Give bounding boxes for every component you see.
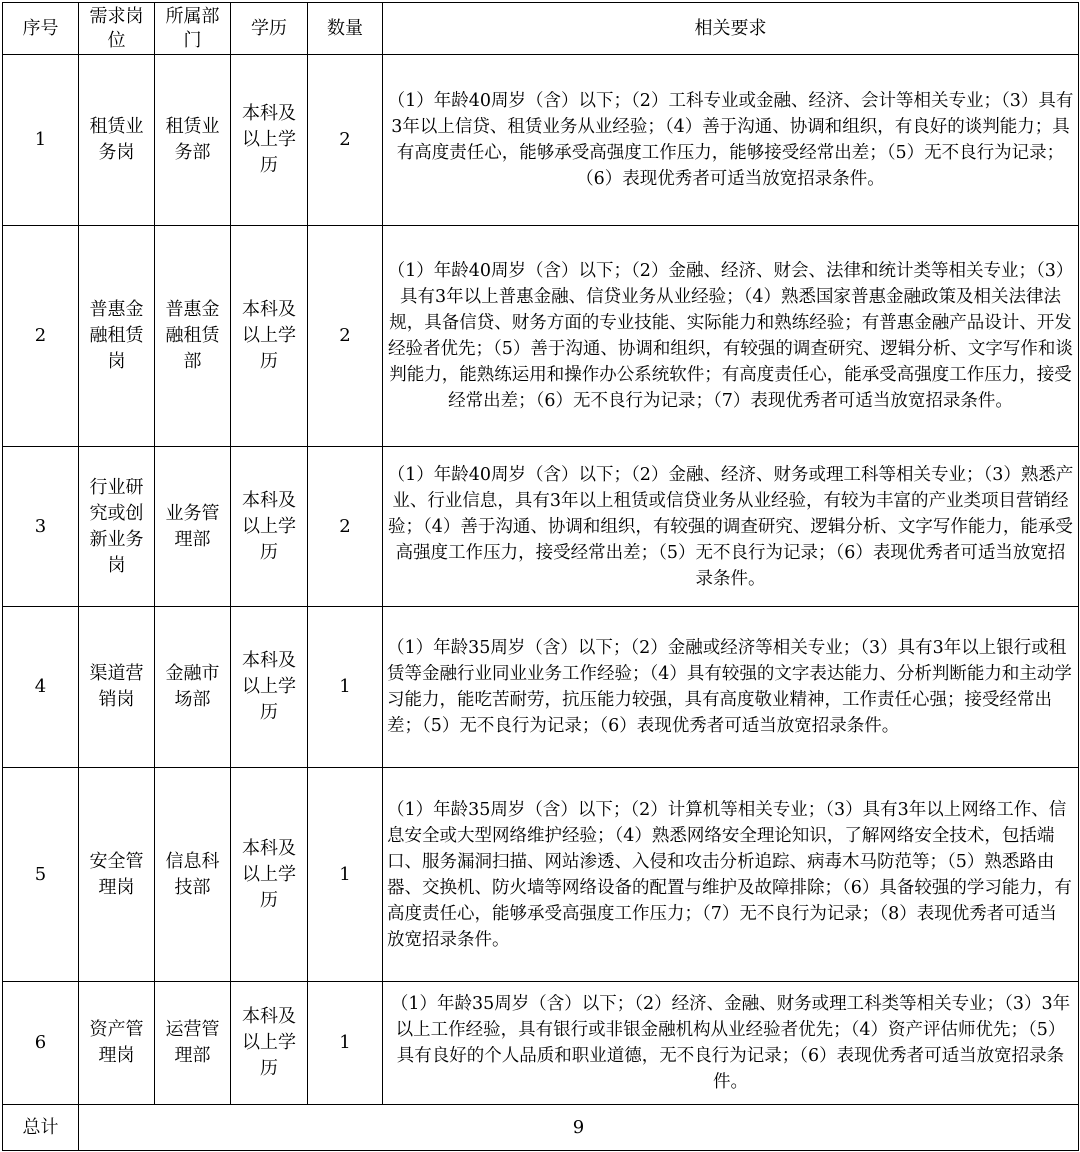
- cell-requirements: （1）年龄40周岁（含）以下；（2）工科专业或金融、经济、会计等相关专业；（3）具有3年以上信贷、租赁业务从业经验；（4）善于沟通、协调和组织，有良好的谈判能力；具有高度责任心，能够承受高强度工作压力，能够接受经常出差；（5）无不良行为记录；（6）表现优秀者可适当放宽招录条件。: [383, 55, 1079, 226]
- header-count: 数量: [308, 3, 383, 55]
- cell-education: 本科及以上学历: [231, 447, 308, 607]
- cell-position: 租赁业务岗: [79, 55, 155, 226]
- header-requirements: 相关要求: [383, 3, 1079, 55]
- cell-education: 本科及以上学历: [231, 607, 308, 768]
- cell-position: 普惠金融租赁岗: [79, 226, 155, 447]
- cell-seq: 4: [3, 607, 79, 768]
- cell-count: 2: [308, 447, 383, 607]
- table-row: [3, 55, 1079, 226]
- cell-department: 金融市场部: [155, 607, 231, 768]
- table-row: [3, 447, 1079, 607]
- total-row: [3, 1105, 1079, 1151]
- header-education: 学历: [231, 3, 308, 55]
- cell-education: 本科及以上学历: [231, 982, 308, 1105]
- cell-department: 信息科技部: [155, 768, 231, 982]
- cell-requirements: （1）年龄35周岁（含）以下；（2）经济、金融、财务或理工科类等相关专业；（3）3年以上工作经验，具有银行或非银金融机构从业经验者优先；（4）资产评估师优先；（5）具有良好的个人品质和职业道德，无不良行为记录；（6）表现优秀者可适当放宽招录条件。: [383, 982, 1079, 1105]
- total-value: 9: [79, 1105, 1079, 1151]
- header-department: 所属部门: [155, 3, 231, 55]
- cell-count: 2: [308, 55, 383, 226]
- cell-count: 1: [308, 768, 383, 982]
- table-row: [3, 982, 1079, 1105]
- cell-education: 本科及以上学历: [231, 768, 308, 982]
- table-row: [3, 226, 1079, 447]
- cell-count: 1: [308, 607, 383, 768]
- header-row: [3, 3, 1079, 55]
- cell-position: 资产管理岗: [79, 982, 155, 1105]
- cell-department: 租赁业务部: [155, 55, 231, 226]
- cell-count: 2: [308, 226, 383, 447]
- cell-count: 1: [308, 982, 383, 1105]
- cell-requirements: （1）年龄40周岁（含）以下；（2）金融、经济、财会、法律和统计类等相关专业；（3）具有3年以上普惠金融、信贷业务从业经验；（4）熟悉国家普惠金融政策及相关法律法规，具备信贷、财务方面的专业技能、实际能力和熟练经验；有普惠金融产品设计、开发经验者优先；（5）善于沟通、协调和组织，有较强的调查研究、逻辑分析、文字写作和谈判能力，能熟练运用和操作办公系统软件；有高度责任心，能承受高强度工作压力，接受经常出差；（6）无不良行为记录；（7）表现优秀者可适当放宽招录条件。: [383, 226, 1079, 447]
- cell-seq: 2: [3, 226, 79, 447]
- cell-education: 本科及以上学历: [231, 55, 308, 226]
- header-seq: 序号: [3, 3, 79, 55]
- total-label: 总计: [3, 1105, 79, 1151]
- cell-seq: 6: [3, 982, 79, 1105]
- cell-seq: 5: [3, 768, 79, 982]
- cell-seq: 3: [3, 447, 79, 607]
- table-row: [3, 607, 1079, 768]
- cell-department: 业务管理部: [155, 447, 231, 607]
- cell-education: 本科及以上学历: [231, 226, 308, 447]
- cell-department: 普惠金融租赁部: [155, 226, 231, 447]
- header-position: 需求岗位: [79, 3, 155, 55]
- cell-department: 运营管理部: [155, 982, 231, 1105]
- cell-seq: 1: [3, 55, 79, 226]
- cell-requirements: （1）年龄35周岁（含）以下；（2）计算机等相关专业；（3）具有3年以上网络工作、信息安全或大型网络维护经验；（4）熟悉网络安全理论知识，了解网络安全技术，包括端口、服务漏洞扫描、网站渗透、入侵和攻击分析追踪、病毒木马防范等；（5）熟悉路由器、交换机、防火墙等网络设备的配置与维护及故障排除；（6）具备较强的学习能力，有高度责任心，能够承受高强度工作压力；（7）无不良行为记录；（8）表现优秀者可适当放宽招录条件。: [383, 768, 1079, 982]
- cell-position: 行业研究或创新业务岗: [79, 447, 155, 607]
- cell-position: 安全管理岗: [79, 768, 155, 982]
- recruitment-table: [2, 2, 1079, 1151]
- cell-requirements: （1）年龄35周岁（含）以下；（2）金融或经济等相关专业；（3）具有3年以上银行或租赁等金融行业同业业务工作经验；（4）具有较强的文字表达能力、分析判断能力和主动学习能力，能吃苦耐劳，抗压能力较强，具有高度敬业精神，工作责任心强；接受经常出差；（5）无不良行为记录；（6）表现优秀者可适当放宽招录条件。: [383, 607, 1079, 768]
- cell-requirements: （1）年龄40周岁（含）以下；（2）金融、经济、财务或理工科等相关专业；（3）熟悉产业、行业信息，具有3年以上租赁或信贷业务从业经验，有较为丰富的产业类项目营销经验；（4）善于沟通、协调和组织，有较强的调查研究、逻辑分析、文字写作能力，能承受高强度工作压力，接受经常出差；（5）无不良行为记录；（6）表现优秀者可适当放宽招录条件。: [383, 447, 1079, 607]
- cell-position: 渠道营销岗: [79, 607, 155, 768]
- table-row: [3, 768, 1079, 982]
